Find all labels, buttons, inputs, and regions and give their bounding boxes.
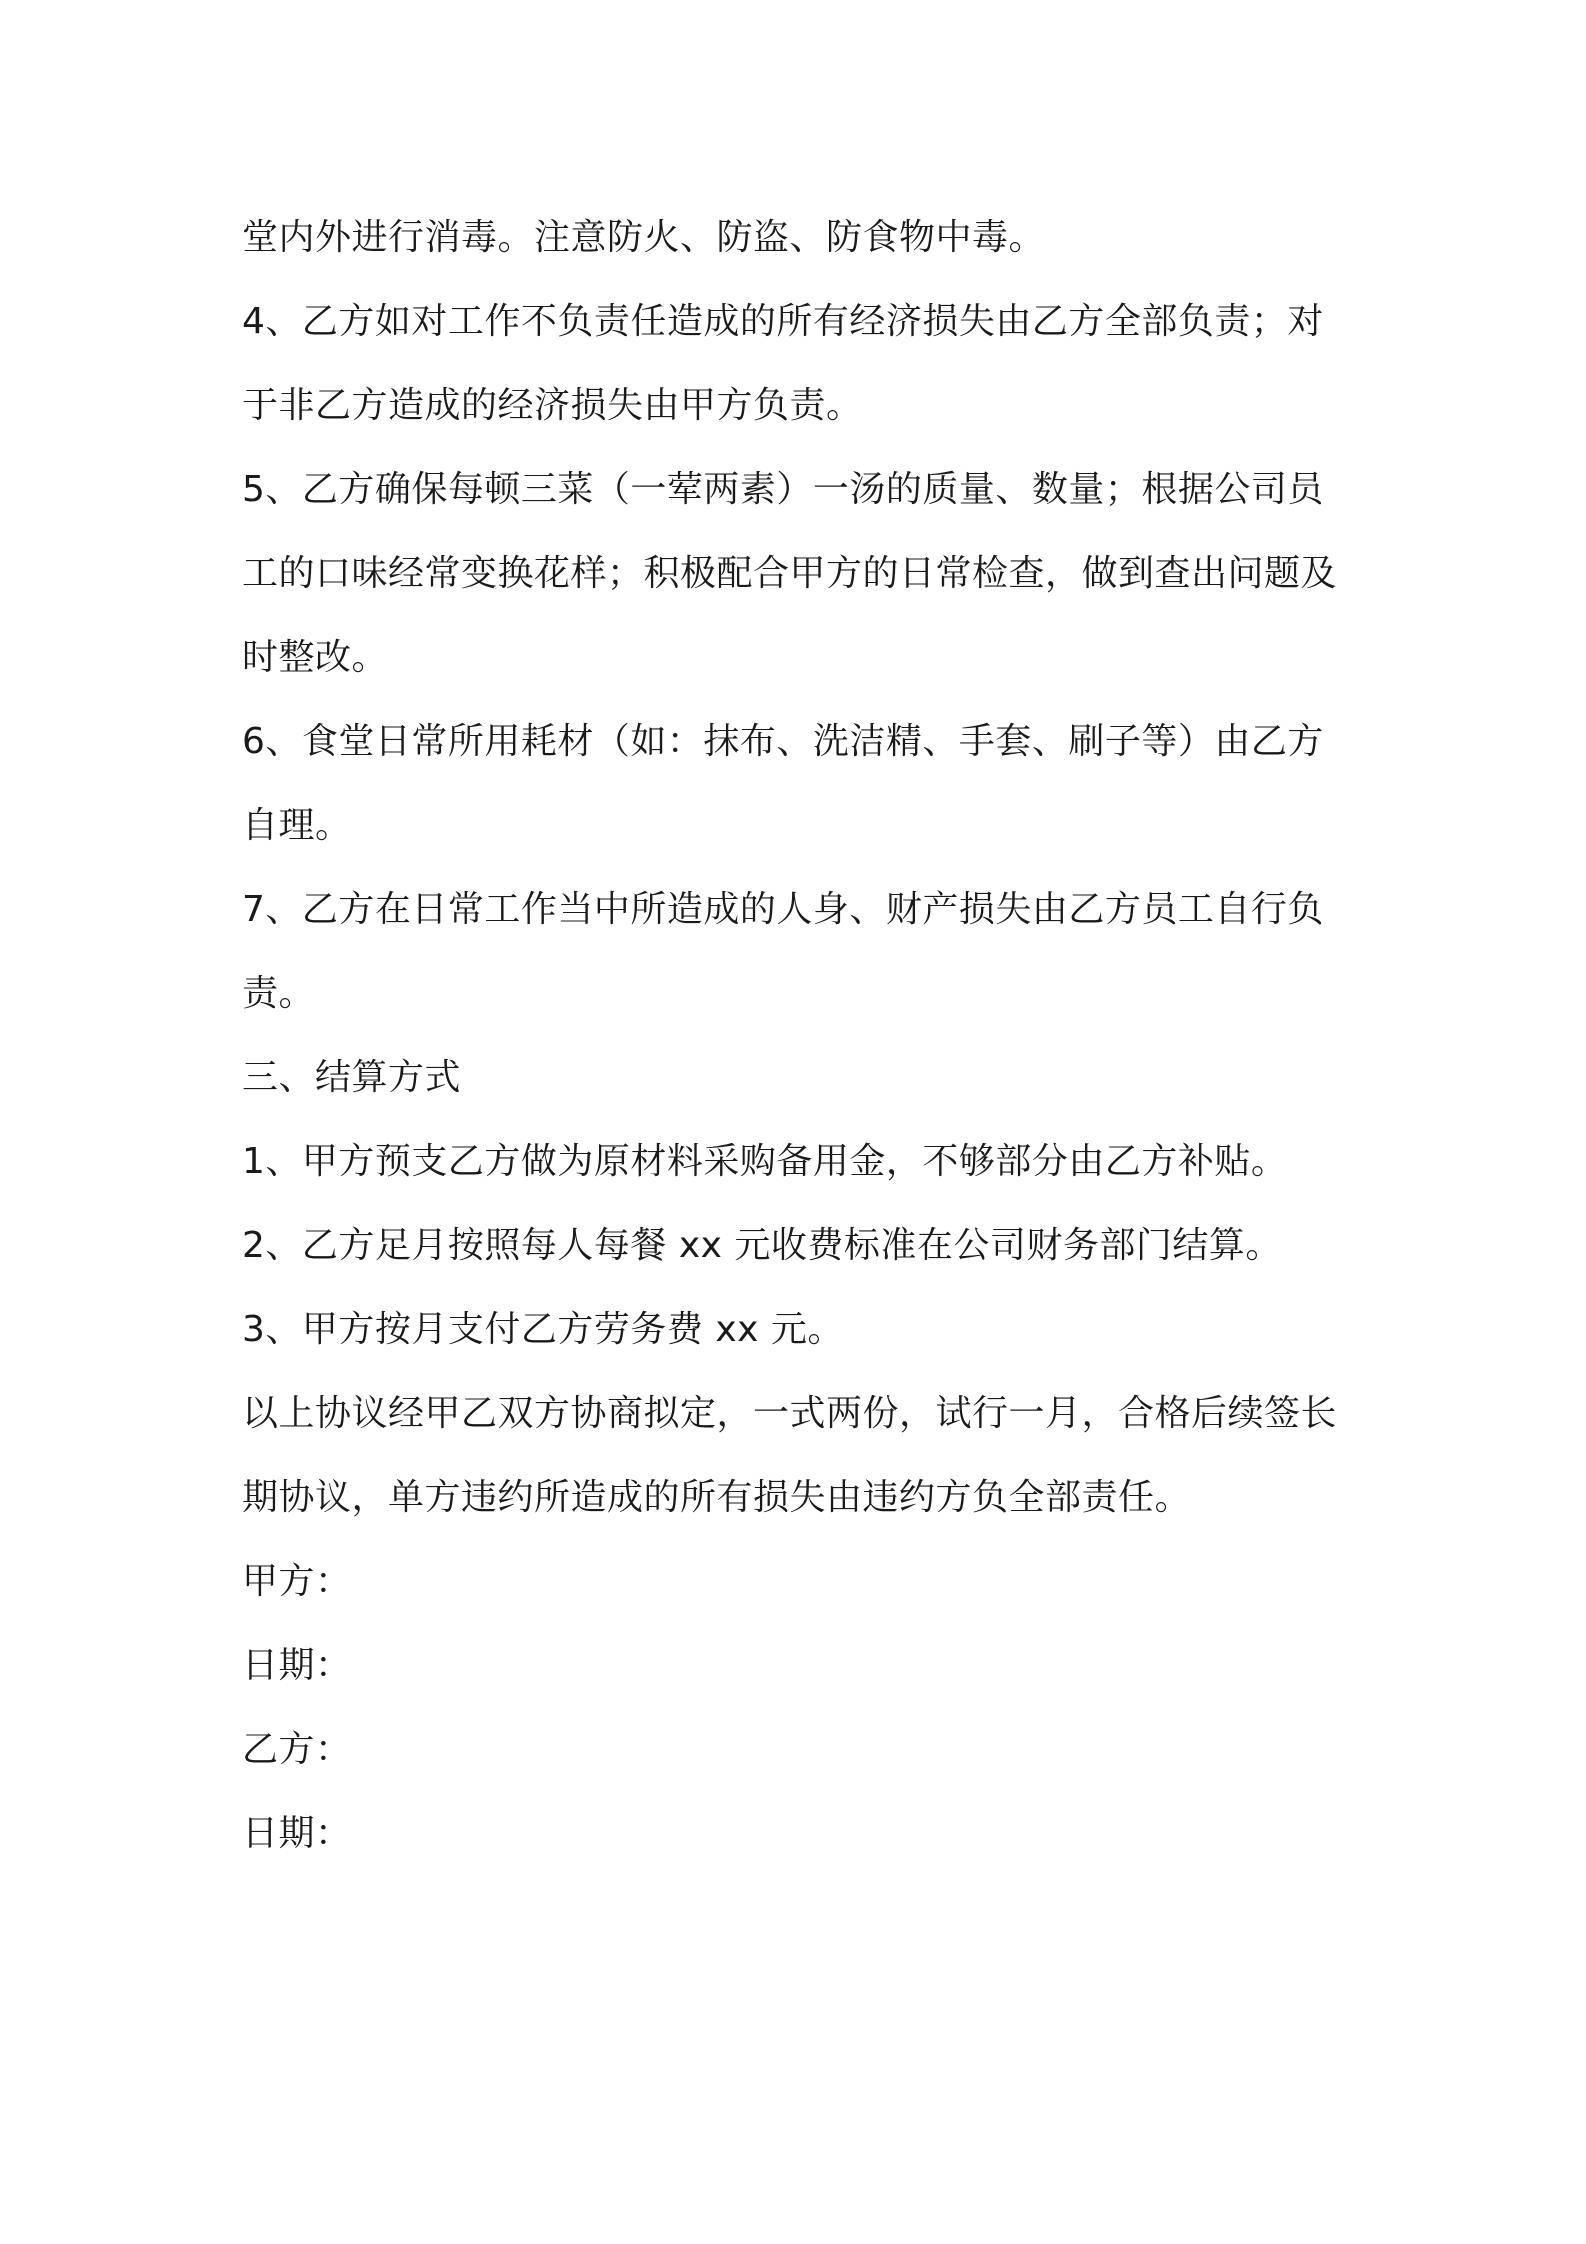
- paragraph-line-settlement-2: 2、乙方足月按照每人每餐 xx 元收费标准在公司财务部门结算。: [242, 1225, 1282, 1266]
- paragraph-line-clause-7b: 责。: [242, 973, 316, 1014]
- paragraph-line-agreement-b: 期协议，单方违约所造成的所有损失由违约方负全部责任。: [242, 1477, 1192, 1518]
- signature-party-b: 乙方：: [242, 1729, 352, 1770]
- signature-date-b: 日期：: [242, 1813, 352, 1854]
- paragraph-line-clause-6b: 自理。: [242, 805, 352, 846]
- paragraph-line-settlement-3: 3、甲方按月支付乙方劳务费 xx 元。: [242, 1309, 844, 1350]
- paragraph-line-clause-6a: 6、食堂日常所用耗材（如：抹布、洗洁精、手套、刷子等）由乙方: [242, 721, 1324, 762]
- paragraph-line-agreement-a: 以上协议经甲乙双方协商拟定，一式两份，试行一月，合格后续签长: [242, 1393, 1338, 1434]
- signature-party-a: 甲方：: [242, 1561, 352, 1602]
- paragraph-line-clause-5a: 5、乙方确保每顿三菜（一荤两素）一汤的质量、数量；根据公司员: [242, 469, 1324, 510]
- paragraph-line-clause-7a: 7、乙方在日常工作当中所造成的人身、财产损失由乙方员工自行负: [242, 889, 1324, 930]
- section-heading-settlement: 三、结算方式: [242, 1057, 462, 1098]
- document-body: [242, 196, 1362, 1876]
- paragraph-line-clause-4a: 4、乙方如对工作不负责任造成的所有经济损失由乙方全部负责；对: [242, 301, 1324, 342]
- paragraph-line-settlement-1: 1、甲方预支乙方做为原材料采购备用金，不够部分由乙方补贴。: [242, 1141, 1288, 1182]
- paragraph-line-disinfection: 堂内外进行消毒。注意防火、防盗、防食物中毒。: [242, 217, 1046, 258]
- signature-date-a: 日期：: [242, 1645, 352, 1686]
- paragraph-line-clause-5c: 时整改。: [242, 637, 389, 678]
- paragraph-line-clause-5b: 工的口味经常变换花样；积极配合甲方的日常检查，做到查出问题及: [242, 553, 1338, 594]
- paragraph-line-clause-4b: 于非乙方造成的经济损失由甲方负责。: [242, 385, 863, 426]
